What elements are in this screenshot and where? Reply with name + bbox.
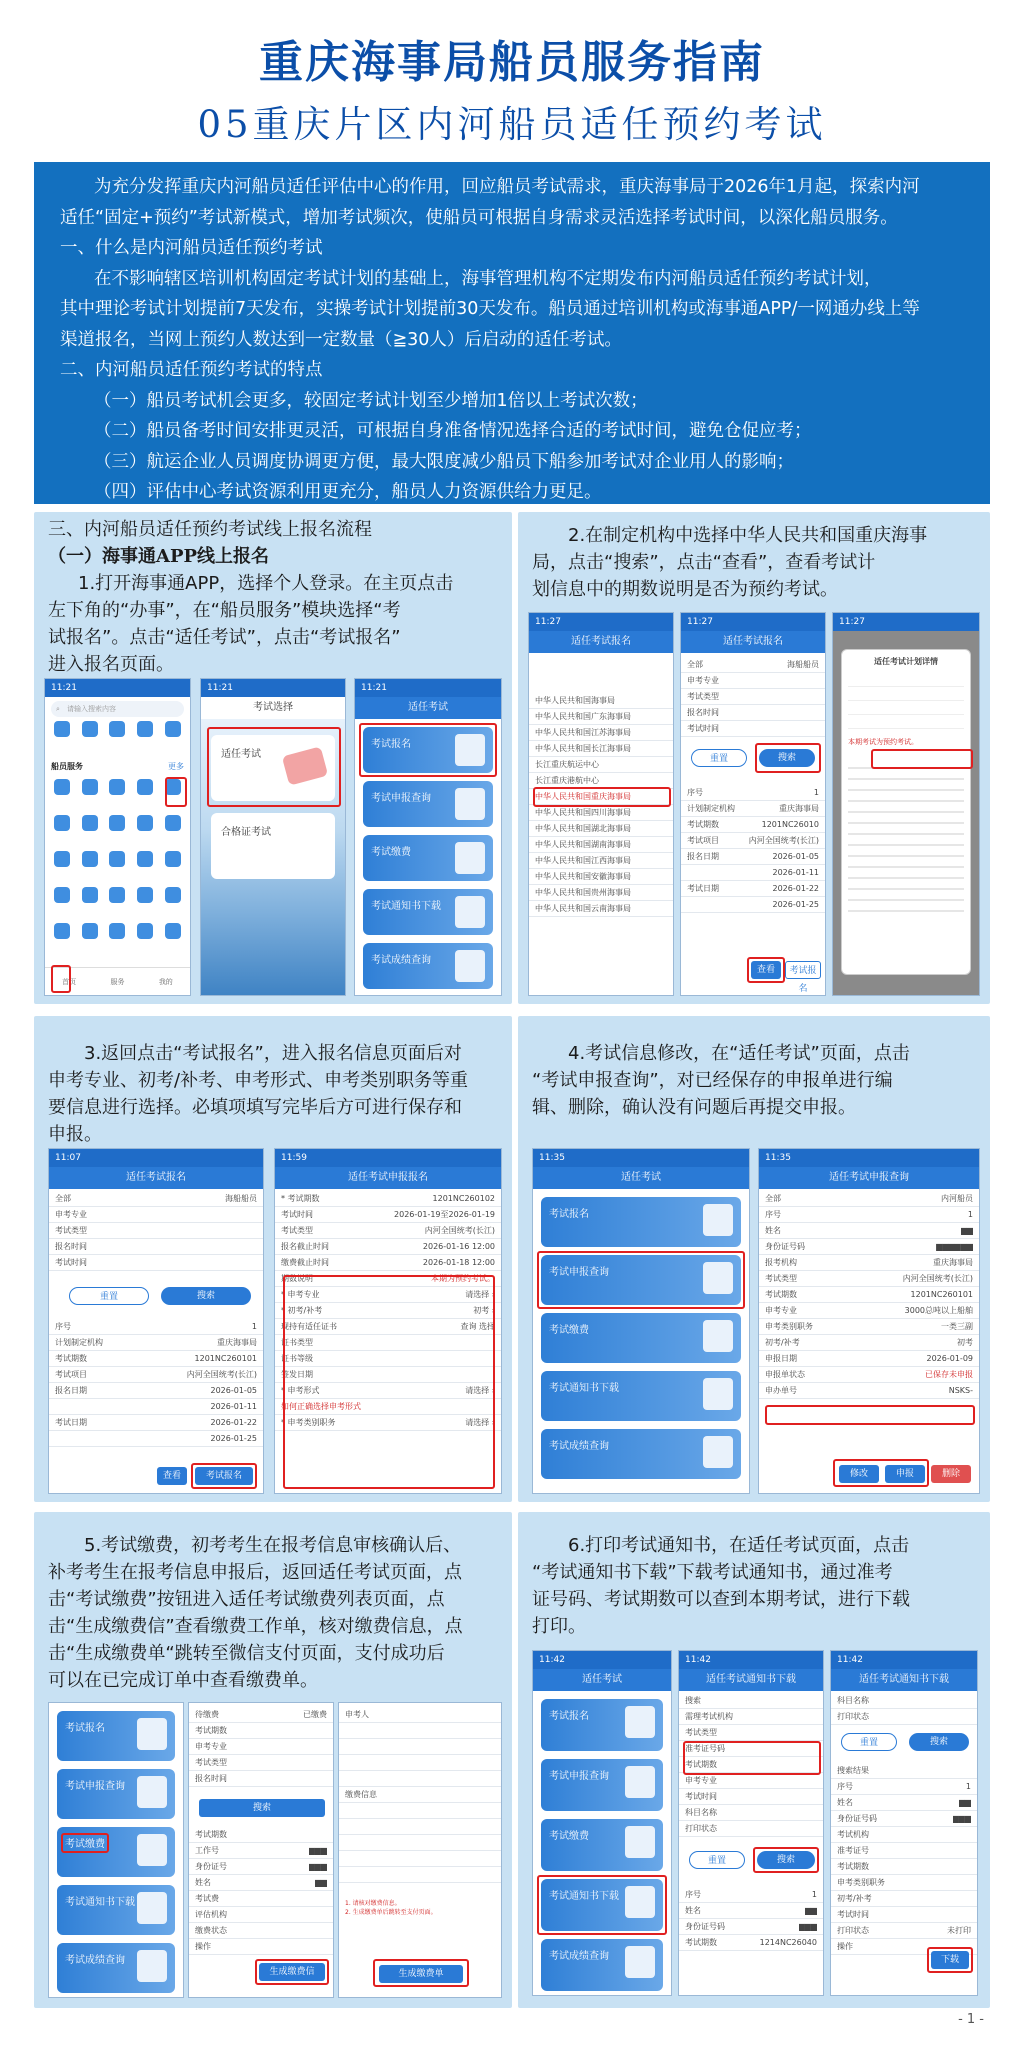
screen-title: 适任考试通知书下载 (831, 1669, 977, 1691)
search-button[interactable]: 搜索 (909, 1733, 969, 1751)
plan-list-screenshot: 11:07 适任考试报名 全部 海船船员 申考专业 考试类型 报名时间 考试时间 重置 搜索 序号 1 计划制定机构 重庆海事局 考试期数 1201NC260101 考试项目 内河全国统考(长江) 报名日期 2026-01-05 2026-01-11 考试日期 2026-01-22 2026-01-25 查看 考试报名 (48, 1148, 264, 1494)
step-text: 左下角的“办事”，在“船员服务”模块选择“考 (48, 600, 401, 621)
printer-icon (455, 896, 485, 928)
intro-line: 在不影响辖区培训机构固定考试计划的基础上，海事管理机构不定期发布内河船员适任预约考试计划， (94, 268, 882, 289)
step-section-heading: 三、内河船员适任预约考试线上报名流程 (48, 519, 372, 540)
tile-notice-download[interactable]: 考试通知书下载 (541, 1371, 741, 1421)
period-value: 1201NC260101 (194, 1354, 257, 1363)
view-button[interactable]: 查看 (751, 961, 781, 979)
step-text: 划信息中的期数说明是否为预约考试。 (532, 579, 838, 600)
money-icon (703, 1320, 733, 1352)
intro-panel (34, 162, 990, 504)
step-text: 可以在已完成订单中查看缴费单。 (48, 1670, 318, 1691)
tile-score-query[interactable]: 考试成绩查询 (541, 1939, 663, 1991)
screen-title: 适任考试通知书下载 (679, 1669, 823, 1691)
step-text: 证号码、考试期数可以查到本期考试，进行下载 (532, 1589, 910, 1610)
highlight-gen-info (255, 1959, 329, 1985)
highlight-org-option (533, 787, 671, 807)
gen-bill-button[interactable]: 生成缴费单 (379, 1965, 463, 1983)
tile-exam-apply[interactable]: 考试报名 (363, 727, 493, 773)
period-value: 1201NC26010 (761, 820, 819, 829)
intro-line: 适任“固定+预约”考试新模式，增加考试频次，使船员可根据自身需求灵活选择考试时间，以深化船员服务。 (60, 207, 898, 228)
screen-title: 适任考试报名 (529, 631, 673, 653)
tab-home[interactable]: 首页 (62, 977, 77, 986)
tile-notice-download[interactable]: 考试通知书下载 (541, 1879, 663, 1931)
form-icon (703, 1204, 733, 1236)
step-text: 局，点击“搜索”，点击“查看”，查看考试计 (532, 552, 876, 573)
step-text: 6.打印考试通知书，在适任考试页面，点击 (568, 1535, 910, 1556)
org-option-selected[interactable]: 中华人民共和国重庆海事局 (535, 792, 631, 801)
cert-card-label: 合格证考试 (221, 827, 271, 838)
highlight-exam-pay (61, 1833, 109, 1853)
status-bar: 11:21 (45, 679, 190, 697)
chart-icon (455, 950, 485, 982)
step-text: 辑、删除，确认没有问题后再提交申报。 (532, 1097, 856, 1118)
tile-score-query[interactable]: 考试成绩查询 (57, 1943, 175, 1993)
step-text: 进入报名页面。 (48, 654, 174, 675)
page-title: 重庆海事局船员服务指南 (259, 37, 765, 88)
printer-icon (137, 1892, 167, 1924)
highlight-download (927, 1947, 973, 1973)
apply-form-screenshot: 11:59 适任考试申报报名 * 考试期数 1201NC260102 考试时间 2026-01-19至2026-01-19 考试类型 内河全国统考(长江) 报名截止时间 2026-01-16 12:00 缴费截止时间 2026-01-18 12:00 期数说明 本期为预约考试。 * 申考专业 请选择 › * 初考/补考 初考 › 现持有适任证书 查询 选择 证书类型 证书等级 签发日期 * 申考形式 请选择 › 如何正确选择申考形式 * 申考类别职务 请选择 › (274, 1148, 502, 1494)
chart-icon (137, 1950, 167, 1982)
highlight-view (747, 957, 785, 983)
screen-title: 适任考试 (355, 697, 501, 719)
tile-exam-apply[interactable]: 考试报名 (57, 1711, 175, 1761)
search-button[interactable]: 搜索 (161, 1287, 251, 1305)
tab-service[interactable]: 服务 (110, 977, 125, 986)
apply-query-screenshot: 11:35 适任考试申报查询 全部 内河船员 序号 1 姓名 ▆▆ 身份证号码 ▆▆▆▆▆▆ 报考机构 重庆海事局 考试类型 内河全国统考(长江) 考试期数 1201NC260101 申考专业 3000总吨以上船舶 申考类别职务 一类三副 初考/补考 初考 申报日期 2026-01-09 申报单状态 已保存未申报 申办单号 NSKS- 修改 申报 删除 (758, 1148, 980, 1494)
cert-card[interactable] (211, 813, 335, 879)
search-doc-icon (455, 788, 485, 820)
tile-exam-apply[interactable]: 考试报名 (541, 1699, 663, 1751)
highlight-exam-card (207, 727, 341, 807)
highlight-modal-note (871, 749, 973, 769)
tile-notice-download[interactable]: 考试通知书下载 (363, 889, 493, 935)
search-doc-icon (625, 1766, 655, 1798)
intro-item: （一）船员考试机会更多，较固定考试计划至少增加1倍以上考试次数； (94, 390, 648, 411)
step-text: 5.考试缴费，初考考生在报考信息审核确认后、 (84, 1535, 462, 1556)
highlight-exam-apply-tile (359, 723, 497, 777)
exam-menu-screenshot: 11:35 适任考试 考试报名 考试申报查询 考试缴费 考试通知书下载 考试成绩查询 (532, 1148, 750, 1494)
step-text: 4.考试信息修改，在“适任考试”页面，点击 (568, 1043, 910, 1064)
highlight-search (755, 743, 821, 773)
tile-exam-apply[interactable]: 考试报名 (541, 1197, 741, 1247)
money-icon (455, 842, 485, 874)
screen-title: 适任考试 (533, 1167, 749, 1189)
period-note: 本期为预约考试。 (431, 1274, 495, 1283)
exam-menu-screenshot: 11:42 适任考试 考试报名 考试申报查询 考试缴费 考试通知书下载 考试成绩查询 (532, 1650, 672, 1996)
reset-button[interactable]: 重置 (691, 749, 747, 767)
step-text: 试报名”。点击“适任考试”，点击“考试报名” (48, 627, 401, 648)
search-icon: ⌕ (56, 705, 60, 713)
form-hint-link[interactable]: 如何正确选择申考形式 (281, 1402, 361, 1411)
org-value: 重庆海事局 (933, 1258, 973, 1267)
area-value: 内河全国统考(长江) (748, 836, 819, 845)
tile-exam-pay[interactable]: 考试缴费 (541, 1819, 663, 1871)
highlight-search (753, 1847, 819, 1873)
highlight-tab-service (51, 965, 71, 993)
period-value: 1201NC260101 (910, 1290, 973, 1299)
highlight-actions (833, 1459, 929, 1487)
search-button[interactable]: 搜索 (759, 749, 815, 767)
step2-panel (518, 512, 990, 1004)
step-text: 申考专业、初考/补考、申考形式、申考类别职务等重 (48, 1070, 469, 1091)
form-icon (625, 1706, 655, 1738)
chart-icon (703, 1436, 733, 1468)
reset-button[interactable]: 重置 (689, 1851, 745, 1869)
app-home-screenshot (44, 678, 191, 996)
tile-exam-pay[interactable]: 考试缴费 (57, 1827, 175, 1877)
screen-title: 考试选择 (201, 697, 345, 719)
view-button[interactable]: 查看 (157, 1467, 187, 1485)
step-text: 申报。 (48, 1124, 102, 1145)
delete-button[interactable]: 删除 (931, 1465, 971, 1483)
area-value: 内河全国统考(长江) (186, 1370, 257, 1379)
plan-list-screenshot: 11:27 适任考试报名 全部 海船船员 申考专业 考试类型 报名时间 考试时间 重置 搜索 序号 1 计划制定机构 重庆海事局 考试期数 1201NC26010 考试项目 内河全国统考(长江) 报名日期 2026-01-05 2026-01-11 考试日期 2026-01-22 2026-01-25 查看 考试报名 (680, 612, 826, 996)
org-select-screenshot: 11:27 适任考试报名 中华人民共和国海事局 中华人民共和国广东海事局 中华人民共和国江苏海事局 中华人民共和国长江海事局 长江重庆航运中心 长江重庆港航中心 中华人民共和国重庆海事局 中华人民共和国四川海事局 中华人民共和国湖北海事局 中华人民共和国湖南海事局 中华人民共和国江西海事局 中华人民共和国安徽海事局 中华人民共和国贵州海事局 中华人民共和国云南海事局 (528, 612, 674, 996)
page-subtitle: 05重庆片区内河船员适任预约考试 (197, 103, 827, 146)
intro-line: 其中理论考试计划提前7天发布，实操考试计划提前30天发布。船员通过培训机构或海事通APP/一网通办线上等 (60, 299, 920, 319)
highlight-gen-bill (373, 1959, 469, 1987)
exam-card-label: 适任考试 (221, 749, 261, 760)
tile-score-query[interactable]: 考试成绩查询 (541, 1429, 741, 1479)
step6-panel (518, 1512, 990, 2008)
tile-exam-pay[interactable]: 考试缴费 (363, 835, 493, 881)
tile-exam-query[interactable]: 考试申报查询 (363, 781, 493, 827)
exam-select-screenshot: 11:21 考试选择 适任考试 合格证考试 (200, 678, 346, 996)
modal-note: 本期考试为预约考试。 (848, 738, 918, 746)
highlight-notice-download (537, 1875, 667, 1935)
step-text: 3.返回点击“考试报名”，进入报名信息页面后对 (84, 1043, 462, 1064)
plan-detail-modal (841, 649, 971, 975)
notice-download-screenshot: 11:42 适任考试通知书下载 科目名称 打印状态 重置 搜索 搜索结果 序号 1 姓名 ▆▆ 身份证号码 ▆▆▆ 考试机构 准考证号 考试期数 申考类别职务 初考/补考 考试时间 打印状态 未打印 操作 下载 (830, 1650, 978, 1996)
reset-button[interactable]: 重置 (69, 1287, 149, 1305)
query-button[interactable]: 搜索 (199, 1799, 325, 1817)
step-text: 击“生成缴费信”查看缴费工作单，核对缴费信息，点 (48, 1616, 463, 1637)
step3-panel (34, 1016, 512, 1502)
org-value: 重庆海事局 (779, 804, 819, 813)
period-field-label: 考试期数 (685, 1760, 717, 1769)
step-text: 1.打开海事通APP，选择个人登录。在主页点击 (78, 573, 454, 594)
step-text: 打印。 (532, 1616, 586, 1637)
pay-bill-screenshot: 申考人 缴费信息 1. 请核对缴费信息。 2. 生成缴费单后跳转至支付页面。 生成缴费单 (338, 1702, 502, 1998)
pay-list-screenshot: 待缴费 已缴费 考试期数 申考专业 考试类型 报名时间 搜索 考试期数 工作号 ▆▆▆ 身份证号 ▆▆▆ 姓名 ▆▆ 考试费 评估机构 缴费状态 操作 生成缴费信 (188, 1702, 334, 1998)
apply-button[interactable]: 考试报名 (785, 961, 821, 979)
screen-title: 适任考试申报报名 (275, 1167, 501, 1189)
form-icon (137, 1718, 167, 1750)
step-subheading: （一）海事通APP线上报名 (48, 546, 270, 567)
step-text: 击“生成缴费单“跳转至微信支付页面，支付成功后 (48, 1643, 445, 1664)
step-text: “考试通知书下载”下载考试通知书，通过准考 (532, 1562, 893, 1583)
download-button[interactable]: 下载 (931, 1951, 969, 1969)
status-badge: 已保存未申报 (925, 1370, 973, 1379)
tile-score-query[interactable]: 考试成绩查询 (363, 943, 493, 989)
intro-item: （二）船员备考时间安排更灵活，可根据自身准备情况选择合适的考试时间，避免仓促应考； (94, 421, 812, 441)
screen-title: 适任考试报名 (681, 631, 825, 653)
chart-icon (625, 1946, 655, 1978)
step5-panel (34, 1512, 512, 2008)
area-value: 内河全国统考(长江) (902, 1274, 973, 1283)
plan-detail-screenshot: 11:27 适任考试计划详情 本期考试为预约考试。 (832, 612, 980, 996)
step1-panel (34, 512, 512, 1004)
home-search-input[interactable]: 请输入搜索内容 (67, 705, 116, 713)
step-text: “考试申报查询”，对已经保存的申报单进行编 (532, 1070, 893, 1091)
step-text: 击“考试缴费”按钮进入适任考试缴费列表页面，点 (48, 1589, 445, 1610)
ticket-field-label: 准考证号码 (685, 1744, 725, 1753)
period-value: 1214NC26040 (759, 1938, 817, 1947)
org-value: 重庆海事局 (217, 1338, 257, 1347)
tile-exam-query[interactable]: 考试申报查询 (541, 1759, 663, 1811)
edit-button[interactable]: 修改 (839, 1465, 879, 1483)
date-value: 2026-01-09 (926, 1354, 973, 1363)
intro-heading: 一、什么是内河船员适任预约考试 (60, 238, 323, 258)
intro-item: （三）航运企业人员调度协调更方便，最大限度减少船员下船参加考试对企业用人的影响； (94, 451, 794, 472)
step-text: 要信息进行选择。必填项填写完毕后方可进行保存和 (48, 1097, 462, 1118)
tile-exam-query[interactable]: 考试申报查询 (57, 1769, 175, 1819)
exam-menu-screenshot: 11:21 适任考试 考试报名 考试申报查询 考试缴费 考试通知书下载 考试成绩查询 (354, 678, 502, 996)
highlight-apply (191, 1463, 257, 1489)
step-text: 2.在制定机构中选择中华人民共和国重庆海事 (568, 525, 928, 546)
notice-search-screenshot: 11:42 适任考试通知书下载 搜索 需理考试机构 考试类型 准考证号码 考试期数 申考专业 考试时间 科目名称 打印状态 重置 搜索 序号 1 姓名 ▆▆ 身份证号码 ▆▆▆ 考试期数 1214NC26040 (678, 1650, 824, 1996)
reset-button[interactable]: 重置 (841, 1733, 897, 1751)
page-number: - 1 - (958, 2012, 984, 2027)
screen-title: 适任考试报名 (49, 1167, 263, 1189)
highlight-exam-apply (165, 777, 187, 807)
highlight-form (283, 1275, 495, 1489)
search-doc-icon (137, 1776, 167, 1808)
gen-info-button[interactable]: 生成缴费信 (259, 1963, 325, 1981)
tab-mine[interactable]: 我的 (158, 977, 173, 986)
highlight-fields (683, 1741, 821, 1775)
step4-panel (518, 1016, 990, 1502)
section-label: 船员服务 (51, 762, 83, 771)
money-icon (137, 1834, 167, 1866)
printer-icon (703, 1378, 733, 1410)
highlight-exam-query (537, 1251, 745, 1309)
tile-notice-download[interactable]: 考试通知书下载 (57, 1885, 175, 1935)
intro-item: （四）评估中心考试资源利用更充分，船员人力资源供给力更足。 (94, 482, 602, 502)
screen-title: 适任考试 (533, 1669, 671, 1691)
tile-exam-pay[interactable]: 考试缴费 (541, 1313, 741, 1363)
tile-exam-query[interactable]: 考试申报查询 (541, 1255, 741, 1305)
search-button[interactable]: 搜索 (757, 1851, 815, 1869)
apply-button[interactable]: 考试报名 (195, 1467, 253, 1485)
pay-menu-screenshot (48, 1702, 184, 1998)
money-icon (625, 1826, 655, 1858)
intro-heading: 二、内河船员适任预约考试的特点 (60, 360, 323, 380)
submit-button[interactable]: 申报 (885, 1465, 925, 1483)
intro-line: 渠道报名，当网上预约人数达到一定数量（≧30人）后启动的适任考试。 (60, 329, 622, 350)
step-text: 补考考生在报考信息申报后，返回适任考试页面，点 (48, 1562, 462, 1583)
highlight-status (765, 1405, 975, 1425)
intro-line: 为充分发挥重庆内河船员适任评估中心的作用，回应船员考试需求，重庆海事局于2026年1月起，探索内河 (94, 177, 920, 197)
more-link[interactable]: 更多 (168, 762, 184, 771)
modal-title: 适任考试计划详情 (874, 657, 938, 666)
screen-title: 适任考试申报查询 (759, 1167, 979, 1189)
